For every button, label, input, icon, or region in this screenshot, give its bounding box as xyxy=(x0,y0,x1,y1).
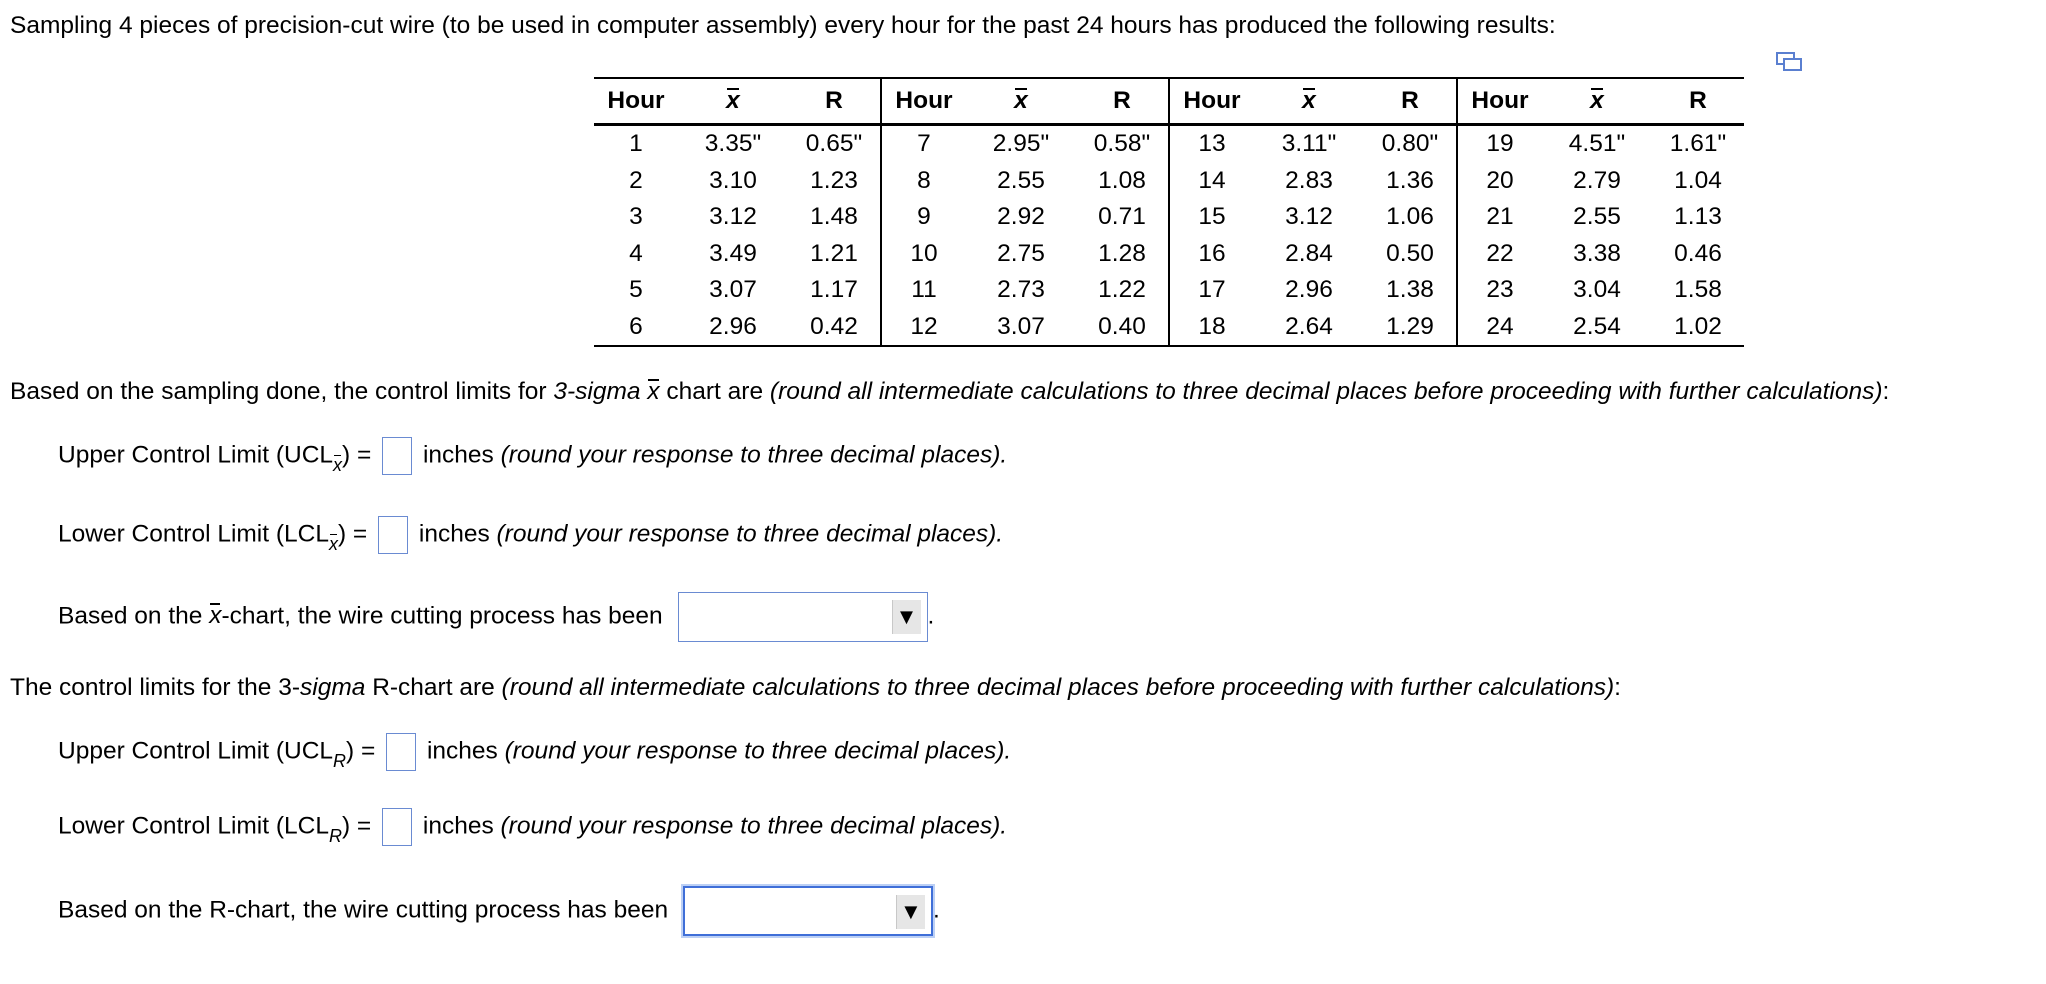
header-r: R xyxy=(1364,78,1457,125)
rchart-ucl-input[interactable] xyxy=(386,733,416,771)
header-hour: Hour xyxy=(1169,78,1254,125)
cell-hour: 23 xyxy=(1457,272,1542,309)
cell-r: 1.04 xyxy=(1674,166,1722,194)
header-x: x xyxy=(966,78,1076,125)
cell-r: 1.36 xyxy=(1386,166,1434,194)
table-row xyxy=(594,236,1744,273)
cell-hour: 6 xyxy=(594,309,678,347)
cell-x: 3.07 xyxy=(966,309,1076,347)
xchart-ucl-row: Upper Control Limit $(UCL_x)$ = inches (round your response to three decimal places). xyxy=(58,437,1007,475)
header-hour: Hour xyxy=(881,78,966,125)
table-row xyxy=(594,199,1744,236)
cell-r: 0.50 xyxy=(1386,239,1434,267)
rchart-process-row: Based on the R-chart, the wire cutting process has been ▼ . xyxy=(58,886,940,936)
triangle-down-icon[interactable]: ▼ xyxy=(892,600,921,634)
cell-x: 2.96 xyxy=(678,309,788,347)
table-row xyxy=(594,163,1744,200)
cell-r: 1.02 xyxy=(1652,309,1744,347)
triangle-down-icon[interactable]: ▼ xyxy=(896,895,925,929)
cell-r: 1.17 xyxy=(810,276,858,304)
cell-hour: 9 xyxy=(881,199,966,236)
cell-r: 0.40 xyxy=(1076,309,1169,347)
cell-hour: 18 xyxy=(1169,309,1254,347)
cell-x: 2.79 xyxy=(1573,166,1621,194)
cell-x: 3.10 xyxy=(709,166,757,194)
copy-icon[interactable] xyxy=(1776,52,1802,72)
cell-r: 0.42 xyxy=(788,309,881,347)
header-hour: Hour xyxy=(1457,78,1542,125)
cell-hour: 4 xyxy=(629,239,643,267)
wire-sample-table xyxy=(594,77,1744,347)
cell-x: 2.55 xyxy=(1573,203,1621,231)
cell-x: 2.92 xyxy=(997,203,1045,231)
cell-hour: 14 xyxy=(1169,163,1254,200)
cell-r: 1.13 xyxy=(1674,203,1722,231)
table-row xyxy=(594,309,1744,347)
rchart-lcl-row: Lower Control Limit $(LCL_R)$ = inches (round your response to three decimal places). xyxy=(58,808,1007,846)
cell-r: 1.08 xyxy=(1098,166,1146,194)
cell-r: 1.61" xyxy=(1669,130,1727,158)
cell-hour: 10 xyxy=(881,236,966,273)
cell-r: 1.28 xyxy=(1098,239,1146,267)
cell-hour: 13 xyxy=(1169,125,1254,163)
header-r: R xyxy=(1076,78,1169,125)
xchart-instructions: Based on the sampling done, the control limits for 3-sigma x chart are (round all intermediate calculations to three decimal places before proceeding with further calculations): xyxy=(10,378,1890,405)
cell-x: 2.84 xyxy=(1285,239,1333,267)
rchart-process-dropdown[interactable] xyxy=(683,886,933,936)
cell-hour: 11 xyxy=(881,272,966,309)
cell-hour: 12 xyxy=(881,309,966,347)
cell-r: 0.58" xyxy=(1093,130,1151,158)
cell-r: 1.21 xyxy=(810,239,858,267)
cell-x: 2.55 xyxy=(997,166,1045,194)
cell-r: 0.71 xyxy=(1098,203,1146,231)
cell-x: 3.35" xyxy=(704,130,762,158)
rchart-instructions: The control limits for the 3-sigma R-chart are (round all intermediate calculations to three decimal places before proceeding with further calculations): xyxy=(10,674,1621,701)
cell-hour: 2 xyxy=(629,166,643,194)
cell-r: 1.06 xyxy=(1386,203,1434,231)
cell-x: 3.38 xyxy=(1573,239,1621,267)
cell-x: 3.04 xyxy=(1573,276,1621,304)
cell-x: 2.75 xyxy=(997,239,1045,267)
cell-hour: 3 xyxy=(629,203,643,231)
rchart-lcl-input[interactable] xyxy=(382,808,412,846)
cell-r: 1.48 xyxy=(810,203,858,231)
cell-hour: 8 xyxy=(881,163,966,200)
cell-x: 2.95" xyxy=(992,130,1050,158)
intro-text: Sampling 4 pieces of precision-cut wire (to be used in computer assembly) every hour for the past 24 hours has produced the following results: xyxy=(10,12,1556,39)
cell-hour: 5 xyxy=(629,276,643,304)
header-hour: Hour xyxy=(594,78,678,125)
xchart-process-dropdown[interactable] xyxy=(678,592,928,642)
header-x: x xyxy=(1542,78,1652,125)
cell-r: 1.38 xyxy=(1386,276,1434,304)
header-x: x xyxy=(678,78,788,125)
header-x: x xyxy=(1254,78,1364,125)
cell-hour: 22 xyxy=(1457,236,1542,273)
cell-hour: 17 xyxy=(1169,272,1254,309)
cell-r: 1.22 xyxy=(1098,276,1146,304)
cell-hour: 1 xyxy=(629,130,643,158)
header-r: R xyxy=(788,78,881,125)
xchart-lcl-row: Lower Control Limit $(LCL_x)$ = inches (round your response to three decimal places). xyxy=(58,516,1003,554)
cell-r: 0.80" xyxy=(1381,130,1439,158)
cell-hour: 19 xyxy=(1457,125,1542,163)
xchart-lcl-input[interactable] xyxy=(378,516,408,554)
rchart-ucl-row: Upper Control Limit $(UCL_R)$ = inches (round your response to three decimal places). xyxy=(58,733,1011,771)
cell-x: 2.96 xyxy=(1285,276,1333,304)
cell-hour: 7 xyxy=(881,125,966,163)
header-r: R xyxy=(1652,78,1744,125)
cell-x: 2.54 xyxy=(1542,309,1652,347)
table-row xyxy=(594,125,1744,163)
cell-x: 4.51" xyxy=(1568,130,1626,158)
cell-hour: 20 xyxy=(1457,163,1542,200)
cell-x: 3.12 xyxy=(1285,203,1333,231)
cell-x: 2.83 xyxy=(1285,166,1333,194)
cell-hour: 16 xyxy=(1169,236,1254,273)
cell-x: 3.07 xyxy=(709,276,757,304)
cell-x: 3.12 xyxy=(709,203,757,231)
cell-r: 1.23 xyxy=(810,166,858,194)
cell-r: 0.65" xyxy=(805,130,863,158)
xchart-ucl-input[interactable] xyxy=(382,437,412,475)
cell-hour: 15 xyxy=(1169,199,1254,236)
cell-x: 3.49 xyxy=(709,239,757,267)
cell-x: 2.64 xyxy=(1254,309,1364,347)
cell-r: 1.29 xyxy=(1364,309,1457,347)
cell-hour: 24 xyxy=(1457,309,1542,347)
cell-x: 2.73 xyxy=(997,276,1045,304)
xchart-process-row: Based on the x-chart, the wire cutting process has been ▼ . xyxy=(58,592,934,642)
cell-r: 0.46 xyxy=(1674,239,1722,267)
cell-hour: 21 xyxy=(1457,199,1542,236)
table-row xyxy=(594,272,1744,309)
cell-x: 3.11" xyxy=(1281,130,1337,158)
cell-r: 1.58 xyxy=(1674,276,1722,304)
